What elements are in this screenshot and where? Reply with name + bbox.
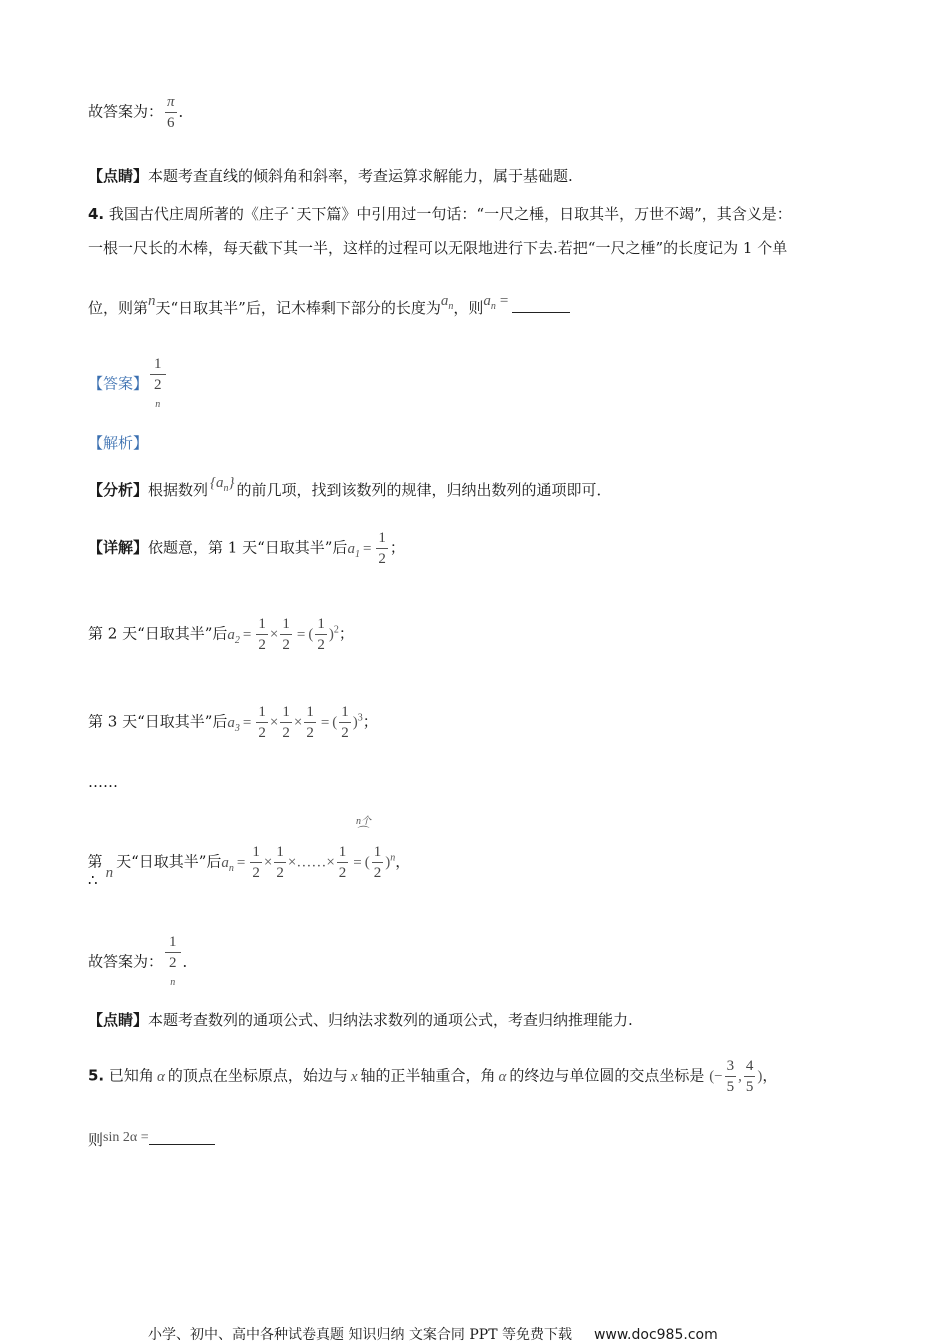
q4-comment: 【点睛】本题考查数列的通项公式、归纳法求数列的通项公式，考查归纳推理能力.: [88, 1011, 633, 1029]
answer-blank[interactable]: [149, 1130, 215, 1145]
q3-comment: 【点睛】本题考查直线的倾斜角和斜率，考查运算求解能力，属于基础题.: [88, 167, 573, 185]
day2-line: 第 2 天“日取其半”后$a_2$ = $\frac{1}{2}$ × $\frac{1}{2}$ = ( $\frac{1}{2}$ )$^2$；: [88, 616, 354, 653]
fenxi-line: 【分析】根据数列 $\{a_n\}$ 的前几项，找到该数列的规律，归纳出数列的通项即可．: [88, 475, 612, 499]
detail-line: 【详解】依题意，第 1 天“日取其半”后$a_1$ = $\frac{1}{2}$ ；: [88, 530, 405, 567]
answer-line: 【答案】 1 2 n: [88, 354, 168, 415]
fraction-1-over-2n: 1 2 n: [150, 354, 166, 415]
q4-line1: 4. 我国古代庄周所著的《庄子˙天下篇》中引用过一句话：“一尺之棰，日取其半，万世不竭”，其含义是：: [88, 205, 792, 223]
brace-label: n个 ⌒: [356, 816, 371, 839]
answer-blank[interactable]: [512, 298, 570, 313]
q4-line3: 位，则第n天“日取其半”后，记木棒剩下部分的长度为$a_n$，则$a_n$ =: [88, 298, 570, 325]
overbrace-icon: ⌒: [357, 825, 370, 839]
analysis-tag: 【解析】: [88, 434, 149, 452]
q5-line2: 则sin 2α =: [88, 1130, 215, 1152]
footer-site-link[interactable]: www.doc985.com: [593, 1327, 718, 1343]
ellipsis-line: ……: [88, 773, 118, 791]
q5-line1: 5. 已知角 α 的顶点在坐标原点，始边与 x 轴的正半轴重合，角 α 的终边与单位圆的交点坐标是 (− $\frac{3}{5}$ , $\frac{4}{5}$ )，: [88, 1058, 778, 1095]
fraction-pi-over-6: $\frac{\pi}{6}$: [167, 94, 175, 131]
page-footer: 小学、初中、高中各种试卷真题 知识归纳 文案合同 PPT 等免费下载 www.doc985.com: [148, 1327, 718, 1343]
q3-answer-line: 故答案为： $\frac{\pi}{6}$ ．: [88, 94, 194, 131]
q4-final-answer: 故答案为： 1 2 n ．: [88, 934, 198, 988]
day3-line: 第 3 天“日取其半”后$a_3$ = $\frac{1}{2}$ × $\frac{1}{2}$ × $\frac{1}{2}$ = ( $\frac{1}{2}$ )$^3$；: [88, 704, 378, 741]
therefore-symbol: ∴: [88, 870, 98, 889]
dayn-line: ∴第n天“日取其半”后$a_n$ = $\frac{1}{2}$ × $\frac{1}{2}$ ×……× $\frac{1}{2}$ = ( $\frac{1}{2}$ )$^n$，: [87, 844, 411, 889]
q4-line2: 一根一尺长的木棒，每天截下其一半，这样的过程可以无限地进行下去.若把“一尺之棰”的长度记为 1 个单: [88, 239, 788, 257]
